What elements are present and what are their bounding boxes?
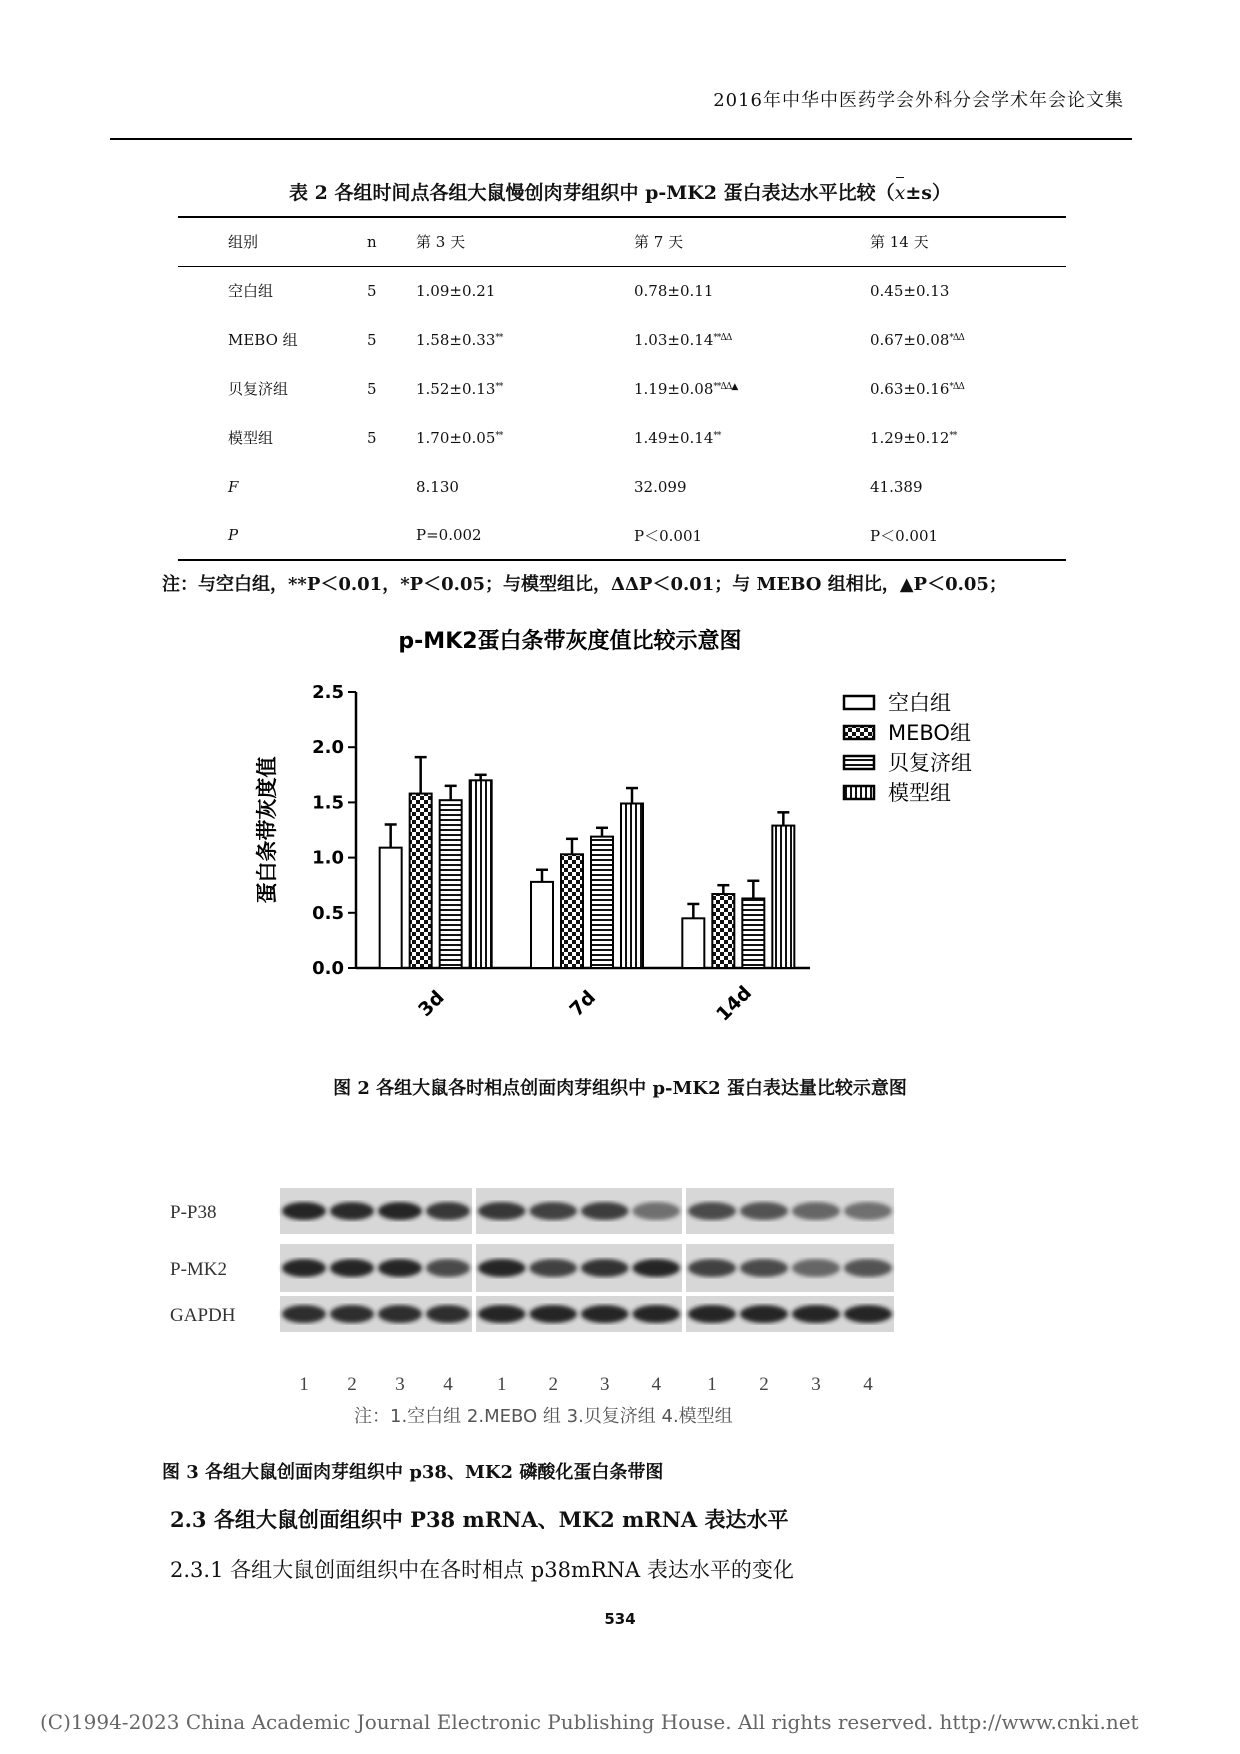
lane-number: 2 bbox=[548, 1374, 558, 1395]
western-blot-figure bbox=[170, 1176, 1010, 1436]
cell-day7 bbox=[634, 266, 870, 315]
bar bbox=[380, 848, 402, 968]
cell-day7 bbox=[634, 315, 870, 364]
cell-n bbox=[359, 462, 416, 511]
blot-band bbox=[378, 1202, 422, 1220]
table-row bbox=[178, 413, 1066, 462]
cell-value: 0.63±0.16 bbox=[870, 379, 950, 398]
blot-band bbox=[282, 1202, 326, 1220]
blot-band bbox=[530, 1259, 578, 1277]
cell-sup: ** bbox=[495, 381, 503, 392]
table-caption bbox=[0, 178, 1240, 205]
header-rule bbox=[110, 138, 1132, 140]
blot-row-label: P-P38 bbox=[170, 1202, 217, 1223]
bar-chart bbox=[240, 624, 1020, 1054]
cell-day14: 41.389 bbox=[870, 477, 923, 496]
blot-band bbox=[378, 1305, 422, 1323]
x-tick-label: 14d bbox=[712, 981, 757, 1026]
blot-band bbox=[792, 1305, 840, 1323]
blot-band bbox=[740, 1259, 788, 1277]
cell-value: 1.70±0.05 bbox=[416, 428, 496, 447]
cell-sup: **ΔΔ▲ bbox=[713, 381, 738, 392]
y-axis-label: 蛋白条带灰度值 bbox=[255, 756, 279, 904]
blot-band bbox=[426, 1305, 470, 1323]
cell-sup: ** bbox=[495, 332, 503, 343]
bar bbox=[712, 894, 734, 968]
blot-band bbox=[530, 1305, 578, 1323]
blot-band bbox=[378, 1259, 422, 1277]
table-header-row bbox=[178, 217, 1066, 266]
cell-sup: **ΔΔ bbox=[713, 332, 732, 343]
blot-band bbox=[478, 1259, 526, 1277]
cell-value: 0.78±0.11 bbox=[634, 281, 714, 300]
col-header-group: 组别 bbox=[228, 233, 259, 252]
cell-day14: P＜0.001 bbox=[870, 526, 939, 545]
y-tick-label: 1.0 bbox=[312, 847, 344, 869]
lane-number: 3 bbox=[600, 1374, 610, 1395]
cell-sup: ** bbox=[713, 430, 721, 441]
bar bbox=[470, 780, 492, 968]
cell-day7 bbox=[634, 413, 870, 462]
cell-value: 1.58±0.33 bbox=[416, 330, 496, 349]
blot-band bbox=[282, 1259, 326, 1277]
cell-n: 5 bbox=[367, 330, 377, 349]
bar bbox=[742, 898, 764, 968]
blot-band bbox=[740, 1202, 788, 1220]
cell-value: 0.67±0.08 bbox=[870, 330, 950, 349]
lane-number: 3 bbox=[395, 1374, 405, 1395]
cell-sup: ** bbox=[949, 430, 957, 441]
cell-n: 5 bbox=[367, 428, 377, 447]
blot-row-label: GAPDH bbox=[170, 1305, 236, 1326]
cell-group: P bbox=[228, 526, 239, 544]
lane-number: 4 bbox=[863, 1374, 873, 1395]
legend-swatch bbox=[844, 756, 874, 769]
x-tick-label: 3d bbox=[414, 986, 449, 1022]
lane-number: 1 bbox=[497, 1374, 507, 1395]
bar bbox=[440, 800, 462, 968]
bar bbox=[591, 837, 613, 968]
col-header-day14: 第 14 天 bbox=[870, 233, 929, 252]
chart-title: p-MK2蛋白条带灰度值比较示意图 bbox=[398, 629, 742, 654]
table-row bbox=[178, 315, 1066, 364]
bar bbox=[682, 918, 704, 968]
blot-band bbox=[330, 1202, 374, 1220]
figure-3-caption: 图 3 各组大鼠创面肉芽组织中 p38、MK2 磷酸化蛋白条带图 bbox=[162, 1462, 664, 1483]
cell-value: 1.03±0.14 bbox=[634, 330, 714, 349]
subsection-heading: 2.3.1 各组大鼠创面组织中在各时相点 p38mRNA 表达水平的变化 bbox=[170, 1558, 794, 1582]
col-header-n: n bbox=[367, 232, 377, 251]
cell-day3 bbox=[416, 266, 634, 315]
cell-value: 1.52±0.13 bbox=[416, 379, 496, 398]
bar bbox=[621, 804, 643, 968]
lane-number: 2 bbox=[347, 1374, 357, 1395]
blot-band bbox=[478, 1202, 526, 1220]
table-row bbox=[178, 364, 1066, 413]
legend-label: 贝复济组 bbox=[888, 751, 972, 775]
col-header-day3: 第 3 天 bbox=[416, 233, 466, 252]
blot-band bbox=[688, 1259, 736, 1277]
y-tick-label: 0.5 bbox=[312, 902, 344, 924]
chart-svg bbox=[240, 624, 1020, 1054]
cell-value: 1.29±0.12 bbox=[870, 428, 950, 447]
blot-band bbox=[330, 1305, 374, 1323]
col-header-day7: 第 7 天 bbox=[634, 233, 684, 252]
blot-band bbox=[633, 1259, 681, 1277]
cell-day3: P=0.002 bbox=[416, 526, 482, 544]
cell-day7: 32.099 bbox=[634, 477, 687, 496]
cell-group: 空白组 bbox=[228, 282, 274, 301]
blot-band bbox=[740, 1305, 788, 1323]
cell-value: 1.19±0.08 bbox=[634, 379, 714, 398]
table-row bbox=[178, 266, 1066, 315]
blot-band bbox=[792, 1202, 840, 1220]
cell-value: 0.45±0.13 bbox=[870, 281, 950, 300]
y-tick-label: 0.0 bbox=[312, 958, 344, 979]
table-row bbox=[178, 462, 1066, 511]
page-number: 534 bbox=[604, 1610, 636, 1628]
lane-number: 4 bbox=[651, 1374, 661, 1395]
blot-band bbox=[844, 1259, 892, 1277]
blot-band bbox=[530, 1202, 578, 1220]
cell-n: 5 bbox=[367, 281, 377, 300]
cell-day14 bbox=[870, 364, 1066, 413]
cell-sup: *ΔΔ bbox=[949, 381, 964, 392]
section-heading: 2.3 各组大鼠创面组织中 P38 mRNA、MK2 mRNA 表达水平 bbox=[170, 1507, 789, 1532]
blot-band bbox=[282, 1305, 326, 1323]
running-header: 2016年中华中医药学会外科分会学术年会论文集 bbox=[713, 90, 1124, 111]
blot-band bbox=[633, 1305, 681, 1323]
legend-swatch bbox=[844, 696, 874, 709]
cell-day3 bbox=[416, 364, 634, 413]
legend-label: 模型组 bbox=[888, 781, 951, 805]
cell-n: 5 bbox=[367, 379, 377, 398]
cell-day3: 8.130 bbox=[416, 477, 459, 496]
cell-day7: P＜0.001 bbox=[634, 526, 703, 545]
blot-band bbox=[688, 1202, 736, 1220]
lane-number: 3 bbox=[811, 1374, 821, 1395]
cell-day14 bbox=[870, 315, 1066, 364]
table-row bbox=[178, 511, 1066, 560]
blot-band bbox=[478, 1305, 526, 1323]
x-tick-label: 7d bbox=[565, 986, 601, 1022]
cell-value: 1.49±0.14 bbox=[634, 428, 714, 447]
blot-band bbox=[581, 1202, 629, 1220]
lane-number: 1 bbox=[707, 1374, 717, 1395]
blot-svg bbox=[170, 1176, 1010, 1436]
blot-note: 注：1.空白组 2.MEBO 组 3.贝复济组 4.模型组 bbox=[354, 1406, 733, 1427]
cell-group: MEBO 组 bbox=[228, 331, 298, 349]
copyright-footer: (C)1994-2023 China Academic Journal Electronic Publishing House. All rights reserved. http://www.cnki.net bbox=[40, 1710, 1139, 1734]
table-note: 注：与空白组，**P＜0.01，*P＜0.05；与模型组比，ΔΔP＜0.01；与 MEBO 组相比，▲P＜0.05； bbox=[162, 574, 1007, 595]
blot-band bbox=[581, 1305, 629, 1323]
blot-band bbox=[792, 1259, 840, 1277]
y-tick-label: 2.5 bbox=[312, 682, 344, 703]
x-bar-symbol: x bbox=[894, 182, 906, 204]
figure-2-caption: 图 2 各组大鼠各时相点创面肉芽组织中 p-MK2 蛋白表达量比较示意图 bbox=[333, 1078, 907, 1099]
cell-n bbox=[359, 511, 416, 560]
cell-day14 bbox=[870, 266, 1066, 315]
y-tick-label: 2.0 bbox=[312, 737, 344, 759]
cell-day14 bbox=[870, 413, 1066, 462]
legend-label: 空白组 bbox=[888, 691, 951, 715]
cell-group: 模型组 bbox=[228, 429, 274, 447]
blot-band bbox=[844, 1202, 892, 1220]
legend-swatch bbox=[844, 786, 874, 799]
lane-number: 4 bbox=[443, 1374, 453, 1395]
blot-row-label: P-MK2 bbox=[170, 1259, 228, 1280]
data-table bbox=[178, 216, 1066, 561]
legend-swatch bbox=[844, 726, 874, 739]
cell-day3 bbox=[416, 413, 634, 462]
bar bbox=[772, 826, 794, 968]
cell-value: 1.09±0.21 bbox=[416, 281, 496, 300]
cell-day7 bbox=[634, 364, 870, 413]
table-caption-main: 表 2 各组时间点各组大鼠慢创肉芽组织中 p-MK2 蛋白表达水平比较（ bbox=[289, 182, 895, 204]
blot-band bbox=[426, 1202, 470, 1220]
blot-band bbox=[426, 1259, 470, 1277]
bar bbox=[531, 882, 553, 968]
blot-band bbox=[330, 1259, 374, 1277]
lane-number: 2 bbox=[759, 1374, 769, 1395]
blot-band bbox=[581, 1259, 629, 1277]
cell-day3 bbox=[416, 315, 634, 364]
cell-sup: *ΔΔ bbox=[949, 332, 964, 343]
lane-number: 1 bbox=[299, 1374, 309, 1395]
cell-group: F bbox=[228, 477, 239, 496]
legend-label: MEBO组 bbox=[888, 721, 971, 745]
y-tick-label: 1.5 bbox=[312, 792, 344, 814]
table-caption-tail: ±s） bbox=[905, 182, 951, 204]
blot-band bbox=[633, 1202, 681, 1220]
bar bbox=[410, 794, 432, 968]
blot-band bbox=[844, 1305, 892, 1323]
cell-group: 贝复济组 bbox=[228, 380, 289, 398]
bar bbox=[561, 854, 583, 968]
cell-sup: ** bbox=[495, 430, 503, 441]
blot-band bbox=[688, 1305, 736, 1323]
